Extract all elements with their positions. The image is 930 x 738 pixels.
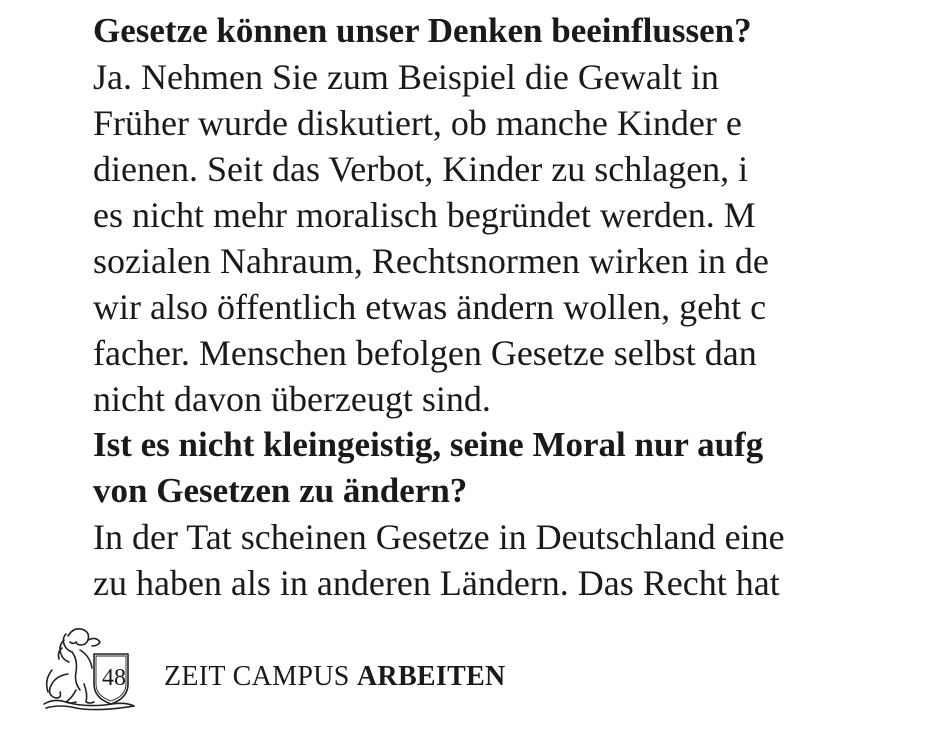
page-footer bbox=[38, 622, 558, 714]
body-line: wir also öffentlich etwas ändern wollen, geht c bbox=[93, 287, 767, 327]
body-line: facher. Menschen befolgen Gesetze selbst dan bbox=[93, 333, 757, 373]
question-heading: Ist es nicht kleingeistig, seine Moral nur aufg bbox=[93, 425, 764, 464]
article-text bbox=[93, 8, 837, 606]
body-line: sozialen Nahraum, Rechtsnormen wirken in de bbox=[93, 241, 769, 281]
page-number: 48 bbox=[102, 665, 126, 691]
publication-label bbox=[164, 660, 506, 694]
body-line: Ja. Nehmen Sie zum Beispiel die Gewalt in bbox=[93, 57, 719, 97]
question-heading: von Gesetzen zu ändern? bbox=[93, 471, 468, 510]
body-line: Früher wurde diskutiert, ob manche Kinder e bbox=[93, 103, 742, 143]
body-line: zu haben als in anderen Ländern. Das Recht hat bbox=[93, 563, 780, 603]
section-name: ARBEITEN bbox=[356, 661, 506, 692]
publication-name: ZEIT CAMPUS bbox=[164, 661, 350, 692]
question-heading: Gesetze können unser Denken beeinflussen? bbox=[93, 11, 752, 50]
body-line: es nicht mehr moralisch begründet werden. M bbox=[93, 195, 756, 235]
body-line: In der Tat scheinen Gesetze in Deutschland eine bbox=[93, 517, 785, 557]
body-line: nicht davon überzeugt sind. bbox=[93, 379, 491, 419]
body-line: dienen. Seit das Verbot, Kinder zu schlagen, i bbox=[93, 149, 749, 189]
